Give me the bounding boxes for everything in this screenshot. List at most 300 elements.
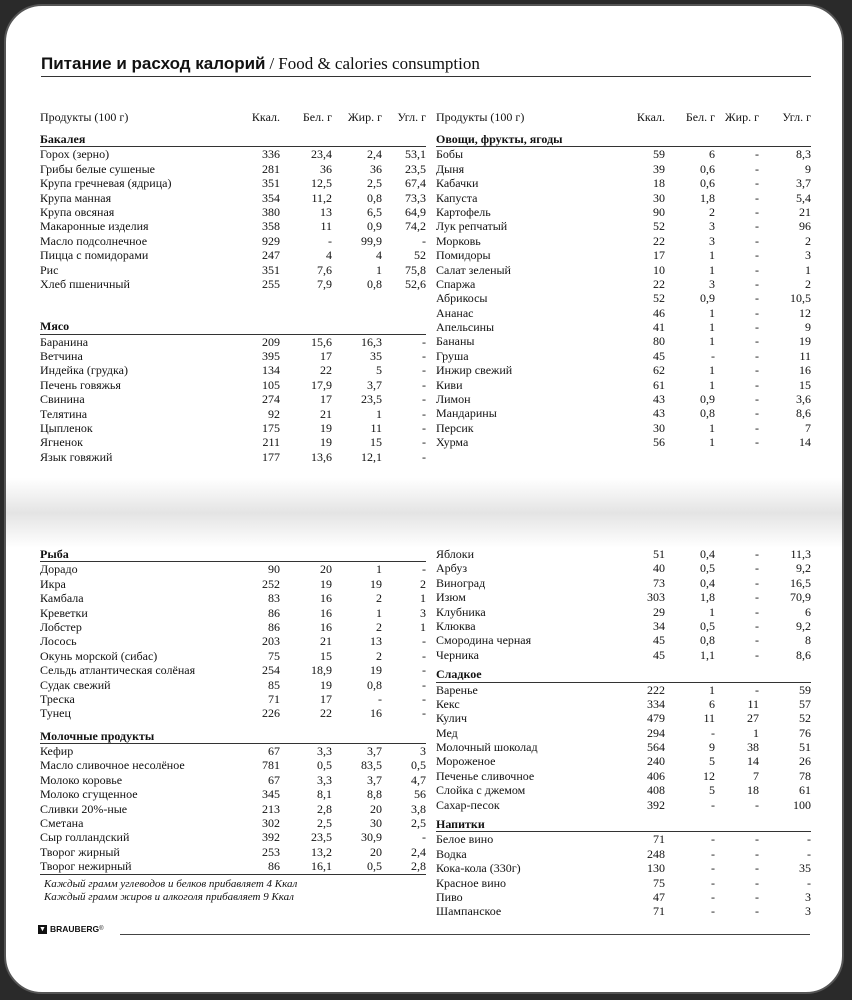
kcal-value: 45 — [653, 647, 665, 662]
page-title — [41, 54, 480, 74]
carbs-value: 26 — [799, 754, 811, 769]
table-row — [436, 619, 811, 633]
fat-value: 20 — [370, 801, 382, 816]
product-name: Масло сливочное несолёное — [40, 758, 185, 773]
protein-value: - — [711, 861, 715, 876]
kcal-value: 47 — [653, 889, 665, 904]
carbs-value: 23,5 — [405, 161, 426, 176]
fat-value: 8,8 — [367, 787, 382, 802]
carbs-value: 1 — [805, 262, 811, 277]
kcal-value: 247 — [262, 248, 280, 263]
kcal-value: 10 — [653, 262, 665, 277]
carbs-value: 21 — [799, 204, 811, 219]
kcal-value: 46 — [653, 305, 665, 320]
fat-value: - — [755, 305, 759, 320]
carbs-value: 0,5 — [411, 758, 426, 773]
product-name: Смородина черная — [436, 633, 532, 648]
section-title-myaso: Мясо — [40, 319, 426, 334]
table-row — [40, 758, 426, 772]
table-row — [40, 787, 426, 801]
kcal-value: 302 — [262, 816, 280, 831]
protein-value: 0,9 — [700, 291, 715, 306]
kcal-value: 252 — [262, 576, 280, 591]
protein-value: - — [711, 832, 715, 847]
kcal-value: 248 — [647, 846, 665, 861]
product-name: Черника — [436, 647, 479, 662]
product-name: Тунец — [40, 706, 71, 721]
table-row — [436, 605, 811, 619]
protein-value: 1 — [709, 363, 715, 378]
kcal-value: 90 — [653, 204, 665, 219]
table-row — [436, 248, 811, 262]
table-row — [436, 832, 811, 846]
product-name: Клюква — [436, 618, 476, 633]
carbs-value: 8,3 — [796, 147, 811, 162]
carbs-value: 6 — [805, 604, 811, 619]
fat-value: - — [755, 334, 759, 349]
table-row — [436, 406, 811, 420]
table-row — [436, 633, 811, 647]
protein-value: 23,4 — [311, 147, 332, 162]
protein-value: 0,4 — [700, 547, 715, 561]
page-fold — [6, 478, 842, 548]
kcal-value: 67 — [268, 744, 280, 759]
product-name: Хурма — [436, 435, 469, 450]
product-name: Судак свежий — [40, 677, 111, 692]
product-name: Слойка с джемом — [436, 783, 526, 798]
protein-value: 19 — [320, 421, 332, 436]
table-row — [436, 861, 811, 875]
protein-value: 11,2 — [311, 190, 332, 205]
carbs-value: - — [422, 449, 426, 464]
kcal-value: 334 — [647, 696, 665, 711]
protein-value: 36 — [320, 161, 332, 176]
table-row — [40, 577, 426, 591]
kcal-value: 62 — [653, 363, 665, 378]
table-row — [436, 320, 811, 334]
product-name: Грибы белые сушеные — [40, 161, 155, 176]
kcal-value: 255 — [262, 276, 280, 291]
table-row — [40, 663, 426, 677]
fat-value: - — [755, 861, 759, 876]
carbs-value: 4,7 — [411, 772, 426, 787]
table-row — [40, 692, 426, 706]
table-row — [436, 392, 811, 406]
fat-value: - — [755, 435, 759, 450]
protein-value: 12,5 — [311, 176, 332, 191]
protein-value: 4 — [326, 248, 332, 263]
carbs-value: 1 — [420, 619, 426, 634]
protein-value: 1 — [709, 604, 715, 619]
protein-value: 6 — [709, 147, 715, 162]
fat-value: 35 — [370, 349, 382, 364]
kcal-value: 17 — [653, 248, 665, 263]
product-name: Мандарины — [436, 406, 497, 421]
protein-value: 13 — [320, 204, 332, 219]
protein-value: - — [711, 348, 715, 363]
kcal-value: 75 — [653, 875, 665, 890]
table-row — [436, 576, 811, 590]
protein-value: 1 — [709, 420, 715, 435]
product-name: Молочный шоколад — [436, 740, 538, 755]
product-name: Цыпленок — [40, 421, 93, 436]
fat-value: 2 — [376, 591, 382, 606]
fat-value: - — [755, 889, 759, 904]
product-name: Кулич — [436, 711, 468, 726]
table-row — [40, 205, 426, 219]
carbs-value: 57 — [799, 696, 811, 711]
product-name: Красное вино — [436, 875, 507, 890]
product-name: Ветчина — [40, 349, 83, 364]
protein-value: 15,6 — [311, 334, 332, 349]
kcal-value: 73 — [653, 575, 665, 590]
carbs-value: - — [807, 832, 811, 847]
kcal-value: 354 — [262, 190, 280, 205]
product-name: Апельсины — [436, 320, 495, 335]
product-name: Креветки — [40, 605, 88, 620]
kcal-value: 479 — [647, 711, 665, 726]
kcal-value: 105 — [262, 377, 280, 392]
kcal-value: 45 — [653, 348, 665, 363]
section-napitki — [436, 832, 811, 918]
kcal-value: 71 — [268, 691, 280, 706]
kcal-value: 43 — [653, 406, 665, 421]
protein-value: 1 — [709, 320, 715, 335]
table-row — [436, 847, 811, 861]
protein-value: 12 — [703, 768, 715, 783]
kcal-value: 408 — [647, 783, 665, 798]
fat-value: 6,5 — [367, 204, 382, 219]
table-row — [436, 740, 811, 754]
section-myaso — [40, 335, 426, 465]
table-row — [40, 248, 426, 262]
kcal-value: 222 — [647, 682, 665, 697]
fat-value: 18 — [747, 783, 759, 798]
fat-value: - — [755, 248, 759, 263]
fat-value: 99,9 — [361, 233, 382, 248]
carbs-value: 52,6 — [405, 276, 426, 291]
table-row — [40, 606, 426, 620]
carbs-value: 76 — [799, 725, 811, 740]
protein-value: 23,5 — [311, 830, 332, 845]
product-name: Кабачки — [436, 176, 479, 191]
fat-value: - — [755, 797, 759, 812]
fat-value: 1 — [376, 262, 382, 277]
kcal-value: 90 — [268, 562, 280, 577]
table-row — [40, 859, 426, 873]
fat-value: 0,5 — [367, 859, 382, 874]
carbs-value: - — [422, 830, 426, 845]
protein-value: 9 — [709, 740, 715, 755]
product-name: Лимон — [436, 392, 471, 407]
carbs-value: 2,5 — [411, 816, 426, 831]
title-separator: / — [269, 54, 275, 73]
protein-value: 0,6 — [700, 161, 715, 176]
table-row — [40, 845, 426, 859]
table-row — [436, 191, 811, 205]
bottom-rule — [120, 934, 810, 935]
protein-value: 20 — [320, 562, 332, 577]
section-title-molochnye: Молочные продукты — [40, 729, 426, 744]
product-name: Сыр голландский — [40, 830, 130, 845]
protein-value: 1 — [709, 682, 715, 697]
kcal-value: 22 — [653, 276, 665, 291]
kcal-value: 130 — [647, 861, 665, 876]
product-name: Крупа манная — [40, 190, 112, 205]
table-row — [436, 176, 811, 190]
brand-logo-icon: ▼ — [39, 925, 46, 933]
table-row — [436, 697, 811, 711]
product-name: Помидоры — [436, 248, 491, 263]
product-name: Морковь — [436, 233, 481, 248]
kcal-value: 274 — [262, 392, 280, 407]
table-row — [40, 706, 426, 720]
fat-value: - — [755, 276, 759, 291]
kcal-value: 71 — [653, 832, 665, 847]
product-name: Молоко сгущенное — [40, 787, 138, 802]
table-row — [40, 147, 426, 161]
table-row — [436, 590, 811, 604]
fat-value: - — [755, 561, 759, 576]
fat-value: - — [755, 832, 759, 847]
carbs-value: 2 — [805, 276, 811, 291]
carbs-value: 3,8 — [411, 801, 426, 816]
table-row — [436, 904, 811, 918]
fat-value: - — [755, 377, 759, 392]
table-row — [40, 263, 426, 277]
left-column-top — [40, 110, 426, 464]
fat-value: - — [755, 392, 759, 407]
carbs-value: 67,4 — [405, 176, 426, 191]
protein-value: - — [711, 875, 715, 890]
fat-value: - — [755, 406, 759, 421]
carbs-value: 59 — [799, 682, 811, 697]
table-row — [436, 547, 811, 561]
kcal-value: 61 — [653, 377, 665, 392]
kcal-value: 52 — [653, 219, 665, 234]
fat-value: - — [755, 547, 759, 561]
fat-value: 1 — [376, 605, 382, 620]
product-name: Кока-кола (330г) — [436, 861, 521, 876]
carbs-value: 61 — [799, 783, 811, 798]
fat-value: 7 — [753, 768, 759, 783]
protein-value: 1,1 — [700, 647, 715, 662]
carbs-value: 16,5 — [790, 575, 811, 590]
table-row — [40, 277, 426, 291]
carbs-value: 10,5 — [790, 291, 811, 306]
protein-value: 19 — [320, 677, 332, 692]
product-name: Сметана — [40, 816, 84, 831]
kcal-value: 406 — [647, 768, 665, 783]
table-row — [436, 205, 811, 219]
carbs-value: 100 — [793, 797, 811, 812]
table-row — [436, 147, 811, 161]
table-row — [436, 349, 811, 363]
carbs-value: 3 — [420, 744, 426, 759]
product-name: Сахар-песок — [436, 797, 500, 812]
table-row — [40, 378, 426, 392]
fat-value: 27 — [747, 711, 759, 726]
table-row — [436, 162, 811, 176]
brand-mark: ® — [99, 926, 104, 932]
fat-value: 2 — [376, 619, 382, 634]
fat-value: - — [755, 363, 759, 378]
kcal-value: 67 — [268, 772, 280, 787]
table-row — [436, 421, 811, 435]
carbs-value: 53,1 — [405, 147, 426, 162]
carbs-value: 8,6 — [796, 647, 811, 662]
product-name: Салат зеленый — [436, 262, 511, 277]
carbs-value: - — [422, 334, 426, 349]
carbs-value: 2,4 — [411, 844, 426, 859]
product-name: Кекс — [436, 696, 460, 711]
table-row — [40, 744, 426, 758]
fat-value: - — [755, 348, 759, 363]
section-title-ryba: Рыба — [40, 547, 426, 562]
fat-value: - — [755, 291, 759, 306]
table-row — [436, 783, 811, 797]
product-name: Масло подсолнечное — [40, 233, 148, 248]
fat-value: 1 — [376, 406, 382, 421]
protein-value: 1,8 — [700, 590, 715, 605]
fat-value: 14 — [747, 754, 759, 769]
carbs-value: 52 — [414, 248, 426, 263]
carbs-value: 3,7 — [796, 176, 811, 191]
fat-value: 36 — [370, 161, 382, 176]
carbs-value: 3 — [805, 889, 811, 904]
protein-value: 1 — [709, 334, 715, 349]
section-bakaleya — [40, 147, 426, 291]
kcal-value: 30 — [653, 190, 665, 205]
kcal-value: 45 — [653, 633, 665, 648]
kcal-value: 392 — [647, 797, 665, 812]
carbs-value: - — [422, 691, 426, 706]
table-row — [40, 176, 426, 190]
kcal-value: 929 — [262, 233, 280, 248]
fat-value: 38 — [747, 740, 759, 755]
protein-value: 17 — [320, 392, 332, 407]
product-name: Абрикосы — [436, 291, 488, 306]
fat-value: - — [755, 904, 759, 919]
product-name: Печенье сливочное — [436, 768, 535, 783]
carbs-value: 2 — [420, 576, 426, 591]
table-row — [436, 291, 811, 305]
protein-value: 21 — [320, 406, 332, 421]
protein-value: 1,8 — [700, 190, 715, 205]
protein-value: 8,1 — [317, 787, 332, 802]
carbs-value: 3,6 — [796, 392, 811, 407]
product-name: Горох (зерно) — [40, 147, 110, 162]
product-name: Баранина — [40, 334, 89, 349]
table-row — [436, 277, 811, 291]
protein-value: 16 — [320, 591, 332, 606]
protein-value: 1 — [709, 377, 715, 392]
fat-value: 0,9 — [367, 219, 382, 234]
kcal-value: 86 — [268, 619, 280, 634]
kcal-value: 30 — [653, 420, 665, 435]
product-name: Киви — [436, 377, 463, 392]
carbs-value: - — [422, 706, 426, 721]
kcal-value: 240 — [647, 754, 665, 769]
carbs-value: - — [422, 233, 426, 248]
fat-value: - — [755, 262, 759, 277]
kcal-value: 52 — [653, 291, 665, 306]
right-column-bottom — [436, 547, 811, 919]
kcal-value: 22 — [653, 233, 665, 248]
protein-value: 3 — [709, 219, 715, 234]
fat-value: 15 — [370, 435, 382, 450]
fat-value: - — [755, 190, 759, 205]
kcal-value: 254 — [262, 663, 280, 678]
fat-value: - — [755, 147, 759, 162]
brand-name: BRAUBERG — [50, 924, 100, 934]
title-en: Food & calories consumption — [278, 54, 480, 73]
table-row — [436, 435, 811, 449]
table-row — [436, 726, 811, 740]
product-name: Водка — [436, 846, 467, 861]
kcal-value: 56 — [653, 435, 665, 450]
section-molochnye — [40, 744, 426, 875]
protein-value: 7,9 — [317, 276, 332, 291]
fat-value: 3,7 — [367, 744, 382, 759]
kcal-value: 75 — [268, 648, 280, 663]
footnote: Каждый грамм жиров и алкоголя прибавляет 9 Ккал — [44, 891, 294, 903]
kcal-value: 41 — [653, 320, 665, 335]
kcal-value: 203 — [262, 634, 280, 649]
protein-value: 5 — [709, 783, 715, 798]
kcal-value: 395 — [262, 349, 280, 364]
fat-value: - — [755, 204, 759, 219]
table-row — [436, 334, 811, 348]
kcal-value: 294 — [647, 725, 665, 740]
carbs-value: - — [422, 435, 426, 450]
protein-value: 2 — [709, 204, 715, 219]
protein-value: 18,9 — [311, 663, 332, 678]
kcal-value: 351 — [262, 262, 280, 277]
carbs-value: - — [422, 648, 426, 663]
fat-value: 30 — [370, 816, 382, 831]
protein-value: - — [711, 889, 715, 904]
protein-value: 1 — [709, 248, 715, 263]
kcal-value: 59 — [653, 147, 665, 162]
fat-value: - — [755, 233, 759, 248]
product-name: Капуста — [436, 190, 478, 205]
kcal-value: 18 — [653, 176, 665, 191]
table-row — [40, 591, 426, 605]
fat-value: - — [755, 682, 759, 697]
table-row — [40, 830, 426, 844]
protein-value: 21 — [320, 634, 332, 649]
carbs-value: 73,3 — [405, 190, 426, 205]
product-name: Треска — [40, 691, 75, 706]
table-row — [436, 890, 811, 904]
carbs-value: 1 — [420, 591, 426, 606]
table-row — [436, 378, 811, 392]
fat-value: 0,8 — [367, 677, 382, 692]
product-name: Творог нежирный — [40, 859, 132, 874]
carbs-value: 51 — [799, 740, 811, 755]
table-row — [436, 219, 811, 233]
product-name: Лук репчатый — [436, 219, 508, 234]
table-row — [40, 392, 426, 406]
carbs-value: 7 — [805, 420, 811, 435]
kcal-value: 564 — [647, 740, 665, 755]
carbs-value: 96 — [799, 219, 811, 234]
carbs-value: 3 — [805, 248, 811, 263]
table-row — [436, 306, 811, 320]
carbs-value: 15 — [799, 377, 811, 392]
carbs-value: 9,2 — [796, 618, 811, 633]
